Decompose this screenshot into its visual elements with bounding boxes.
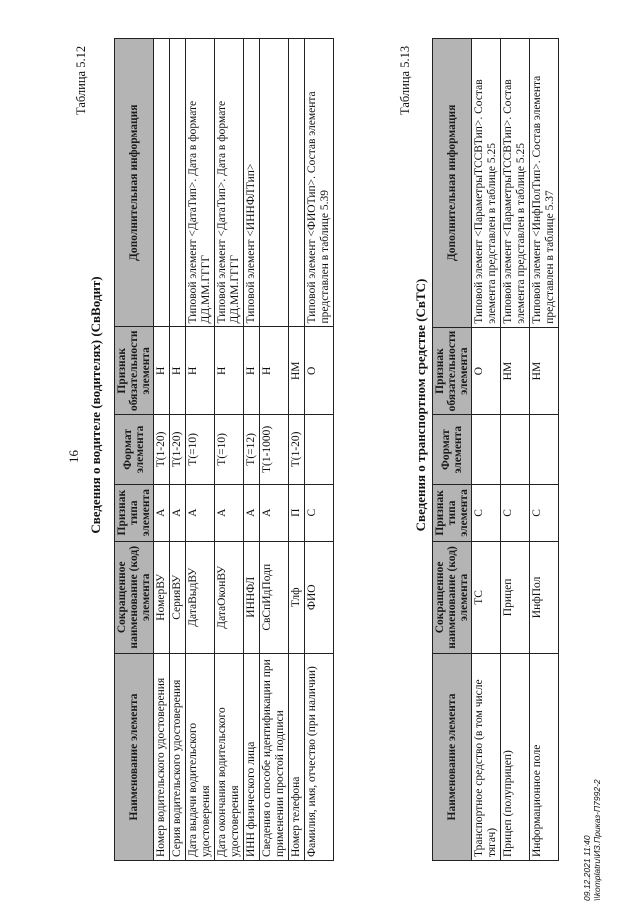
table-row (244, 39, 260, 861)
table-cell: Серия водительского удостоверения (170, 653, 186, 860)
table-cell: НомерВУ (154, 541, 170, 653)
table-cell: Типовой элемент <ПараметрыТССВТип>. Состав элемента представлен в таблице 5.25 (472, 39, 501, 328)
table-cell: А (244, 484, 260, 541)
table-cell: ДатаОконВУ (215, 541, 244, 653)
table-cell: ДатаВыдВУ (186, 541, 215, 653)
table-cell: Типовой элемент <ДатаТип>. Дата в формате ДД.ММ.ГГГГ (215, 39, 244, 328)
table-cell: ТС (472, 541, 501, 653)
table1-title: Сведения о водителе (водителях) (СвВодит) (88, 276, 103, 534)
table1-header-cell: Формат элемента (115, 415, 154, 485)
table-row (472, 39, 501, 861)
table2-header-cell: Сокращенное наименование (код) элемента (433, 541, 472, 653)
table1-header-cell: Наименование элемента (115, 653, 154, 860)
table-row (501, 39, 530, 861)
table1-label: Таблица 5.12 (74, 45, 88, 115)
table-cell: Т(=12) (244, 415, 260, 485)
footer-path: \\komplatru\ИЗ.Приказ-П7992-2 (592, 779, 602, 901)
table-cell (472, 415, 501, 485)
table-cell: С (501, 484, 530, 541)
table-cell: А (186, 484, 215, 541)
table-row (154, 39, 170, 861)
table-cell: Дата окончания водительского удостоверения (215, 653, 244, 860)
table2-header-cell: Формат элемента (433, 415, 472, 485)
table-cell: Транспортное средство (в том числе тягач) (472, 654, 501, 861)
table-cell: Т(=10) (186, 415, 215, 485)
table-cell (305, 415, 334, 485)
table-cell: Т(1-20) (289, 415, 305, 485)
table-cell: С (472, 484, 501, 541)
table-cell: ИнфПол (530, 541, 559, 653)
table2-header-cell: Признак обязательности элемента (433, 327, 472, 415)
table-cell (530, 415, 559, 485)
driver-info-table (114, 38, 334, 861)
table-cell (289, 39, 305, 328)
table-cell: СерияВУ (170, 541, 186, 653)
table-cell: А (154, 484, 170, 541)
table-row (215, 39, 244, 861)
table-cell: А (215, 484, 244, 541)
table-row (260, 39, 289, 861)
table-cell: П (289, 484, 305, 541)
table-cell: Н (260, 327, 289, 415)
table-cell: Сведения о способе идентификации при применении простой подписи (260, 653, 289, 860)
table-cell: Н (170, 327, 186, 415)
table-cell: Н (244, 327, 260, 415)
table-row (186, 39, 215, 861)
table-cell: А (260, 484, 289, 541)
table-cell: О (472, 327, 501, 415)
table-row (530, 39, 559, 861)
table-cell: НМ (501, 327, 530, 415)
table-cell: О (305, 327, 334, 415)
table-cell: СвСпИдПодп (260, 541, 289, 653)
vehicle-info-table (432, 38, 559, 861)
table-cell: Информационное поле (530, 654, 559, 861)
table-cell: Типовой элемент <ИННФЛТип> (244, 39, 260, 328)
table2-title: Сведения о транспортном средстве (СвТС) (413, 278, 428, 532)
table-cell: Т(=10) (215, 415, 244, 485)
page-number: 16 (66, 450, 81, 463)
table-cell: Н (154, 327, 170, 415)
table-row (305, 39, 334, 861)
table-cell: Фамилия, имя, отчество (при наличии) (305, 653, 334, 860)
table1-header-cell: Дополнительная информация (115, 39, 154, 328)
table-cell: Типовой элемент <ПараметрыТССВТип>. Состав элемента представлен в таблице 5.25 (501, 39, 530, 328)
table-cell: Типовой элемент <ФИОТип>. Состав элемента представлен в таблице 5.39 (305, 39, 334, 328)
table2-header-cell: Дополнительная информация (433, 39, 472, 328)
table-cell: Т(1-1000) (260, 415, 289, 485)
table-cell: Прицеп (501, 541, 530, 653)
table2-label: Таблица 5.13 (398, 45, 412, 115)
table2-header-cell: Признак типа элемента (433, 484, 472, 541)
table-cell: Типовой элемент <ДатаТип>. Дата в формате ДД.ММ.ГГГГ (186, 39, 215, 328)
table-cell: С (305, 484, 334, 541)
table-cell (154, 39, 170, 328)
table-cell: Типовой элемент <ИнфПолТип>. Состав элемента представлен в таблице 5.37 (530, 39, 559, 328)
footer-date: 09.12.2021 11:40 (582, 835, 592, 901)
table-cell: ФИО (305, 541, 334, 653)
table-cell: Т(1-20) (170, 415, 186, 485)
table-cell: Т(1-20) (154, 415, 170, 485)
table1-header-cell: Признак обязательности элемента (115, 327, 154, 415)
table1-header-cell: Сокращенное наименование (код) элемента (115, 541, 154, 653)
table-cell: Н (186, 327, 215, 415)
table-cell: Номер телефона (289, 653, 305, 860)
table-cell: ИННФЛ (244, 541, 260, 653)
table-cell: С (530, 484, 559, 541)
table-cell: Дата выдачи водительского удостоверения (186, 653, 215, 860)
table-cell: НМ (530, 327, 559, 415)
table-cell: Прицеп (полуприцеп) (501, 654, 530, 861)
table2-header-cell: Наименование элемента (433, 654, 472, 861)
table-row (170, 39, 186, 861)
table-cell (170, 39, 186, 328)
table-cell: Н (215, 327, 244, 415)
table-cell: ИНН физического лица (244, 653, 260, 860)
table-cell: А (170, 484, 186, 541)
table-cell (260, 39, 289, 328)
table1-header-cell: Признак типа элемента (115, 484, 154, 541)
table-cell: НМ (289, 327, 305, 415)
table-row (289, 39, 305, 861)
table-cell: Тлф (289, 541, 305, 653)
table-cell (501, 415, 530, 485)
table-cell: Номер водительского удостоверения (154, 653, 170, 860)
